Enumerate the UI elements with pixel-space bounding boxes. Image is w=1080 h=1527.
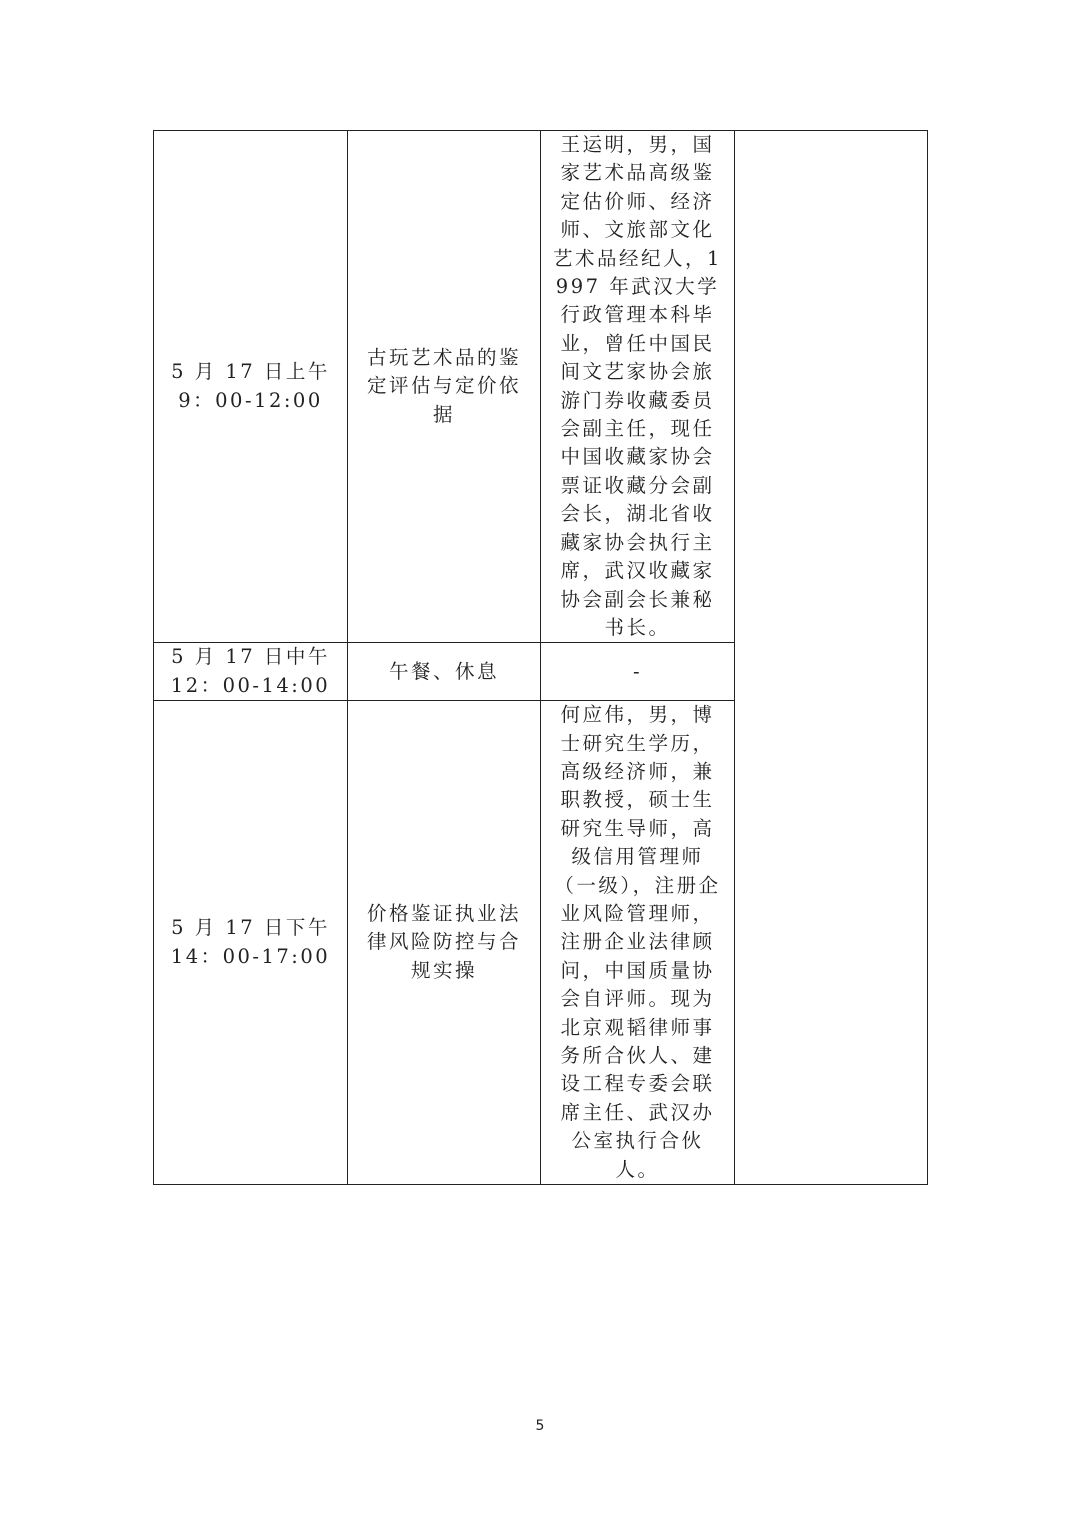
time-line: 12：00-14:00 (170, 673, 331, 697)
time-line: 5 月 17 日下午 (171, 916, 330, 940)
time-line: 14：00-17:00 (170, 944, 331, 968)
page-number: 5 (535, 1418, 545, 1434)
schedule-table (153, 130, 928, 1185)
time-line: 5 月 17 日上午 (171, 360, 330, 384)
time-cell (154, 131, 348, 643)
topic-cell: 古玩艺术品的鉴定评估与定价依据 (348, 131, 541, 643)
time-cell (154, 701, 348, 1185)
time-cell (154, 643, 348, 701)
topic-cell: 价格鉴证执业法律风险防控与合规实操 (348, 701, 541, 1185)
speaker-cell: 何应伟，男，博士研究生学历，高级经济师，兼职教授，硕士生研究生导师，高级信用管理师（一级），注册企业风险管理师，注册企业法律顾问，中国质量协会自评师。现为北京观韬律师事务所合伙人、建设工程专委会联席主任、武汉办公室执行合伙人。 (541, 701, 735, 1185)
table-row (154, 131, 928, 643)
speaker-cell: - (541, 643, 735, 701)
time-line: 5 月 17 日中午 (171, 645, 330, 669)
speaker-cell: 王运明，男，国家艺术品高级鉴定估价师、经济师、文旅部文化艺术品经纪人，1997 年武汉大学行政管理本科毕业，曾任中国民间文艺家协会旅游门券收藏委员会副主任，现任中国收藏家协会票证收藏分会副会长，湖北省收藏家协会执行主席，武汉收藏家协会副会长兼秘书长。 (541, 131, 735, 643)
time-line: 9：00-12:00 (178, 388, 323, 412)
topic-cell: 午餐、休息 (348, 643, 541, 701)
note-cell (735, 131, 928, 1185)
